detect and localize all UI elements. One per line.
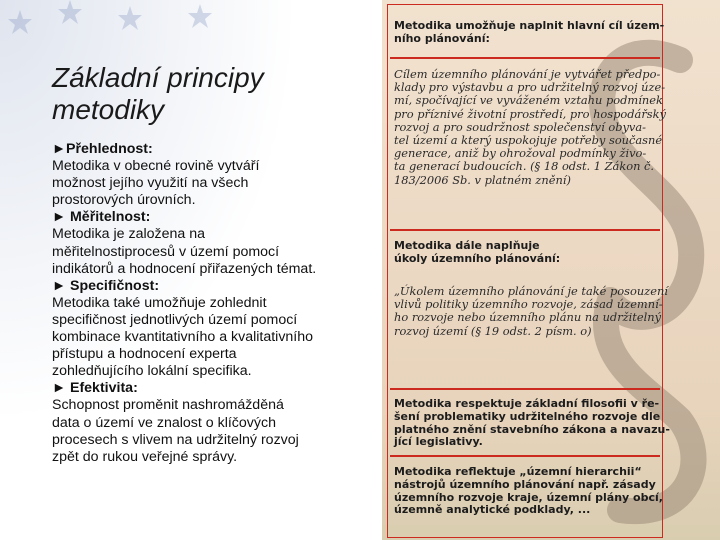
panel-line: úkoly územního plánování:: [394, 251, 561, 265]
panel-divider: [390, 388, 660, 390]
principle-text-line: přístupu a hodnocení experta: [52, 346, 237, 363]
principle-text-line: Metodika je založena na: [52, 226, 206, 243]
panel-line: ního plánování:: [394, 31, 490, 45]
panel-line: „Úkolem územního plánování je také posouzení: [394, 284, 668, 298]
principles-text: [52, 141, 362, 466]
principle-heading: ► Efektivita:: [52, 380, 138, 397]
principle-heading: ► Měřitelnost:: [52, 209, 151, 226]
panel-heading-block: [394, 397, 670, 449]
panel-line: generace, aniž by ohrožoval podmínky živo-: [394, 146, 647, 161]
panel-line: Metodika reflektuje „územní hierarchii“: [394, 465, 642, 478]
panel-quote-block: [394, 68, 664, 187]
panel-heading-block: [394, 20, 664, 46]
panel-heading-block: [394, 466, 664, 517]
panel-line: rozvoj území (§ 19 odst. 2 písm. o): [394, 323, 592, 338]
principle-text-line: kombinace kvantitativního a kvalitativního: [52, 329, 314, 346]
panel-line: šení problematiky udržitelného rozvoje dle: [394, 409, 661, 423]
panel-line: vlivů politiky územního rozvoje, zásad územní-: [394, 297, 663, 312]
panel-line: nástrojů územního plánování např. zásady: [394, 477, 656, 491]
principle-text-line: data o území ve znalost o klíčových: [52, 414, 276, 431]
panel-line: rozvoj a pro soudržnost společenství obyva-: [394, 119, 647, 134]
panel-line: ta generací budoucích. (§ 18 odst. 1 Zákon č.: [394, 159, 655, 174]
slide-title: [52, 62, 352, 126]
panel-line: Metodika umožňuje naplnit hlavní cíl územ-: [394, 19, 665, 32]
panel-line: jící legislativy.: [394, 435, 483, 449]
panel-line: Cílem územního plánování je vytvářet předpo-: [394, 67, 661, 81]
principle-heading: ►Přehlednost:: [52, 141, 153, 157]
panel-line: Metodika dále naplňuje: [394, 239, 540, 252]
principle-text-line: prostorových úrovních.: [52, 192, 196, 209]
panel-divider: [390, 229, 660, 231]
principle-text-line: zpět do rukou veřejné správy.: [52, 448, 238, 465]
methodology-panel: [382, 0, 720, 540]
principle-text-line: Schopnost proměnit nashromážděná: [52, 397, 284, 414]
panel-line: 183/2006 Sb. v platném znění): [394, 172, 571, 187]
principle-text-line: zohledňujícího lokální specifika.: [52, 363, 252, 380]
principle-heading: ► Specifičnost:: [52, 277, 160, 294]
principle-text-line: specifičnost jednotlivých území pomocí: [52, 311, 298, 328]
panel-line: územního rozvoje kraje, územní plány obcí,: [394, 490, 663, 504]
principle-text-line: indikátorů a hodnocení přiřazených témat.: [52, 260, 317, 277]
panel-quote-block: [394, 284, 668, 338]
panel-line: Metodika respektuje základní filosofii v ře-: [394, 397, 660, 410]
panel-line: pro příznivé životní prostředí, pro hospodářský: [394, 106, 666, 121]
panel-line: platného znění stavebního zákona a navazu-: [394, 422, 670, 436]
panel-line: mí, spočívající ve vyváženém vztahu podmínek: [394, 93, 663, 108]
panel-line: územně analytické podklady, ...: [394, 503, 591, 517]
panel-line: ho rozvoje nebo územního plánu na udržitelný: [394, 310, 662, 325]
panel-line: klady pro výstavbu a pro udržitelný rozvoj úze-: [394, 80, 666, 95]
panel-divider: [390, 455, 660, 457]
panel-heading-block: [394, 240, 664, 266]
principle-text-line: Metodika v obecné rovině vytváří: [52, 158, 260, 175]
title-line: metodiky: [52, 94, 165, 125]
panel-divider: [390, 57, 660, 59]
principle-text-line: možnost jejího využití na všech: [52, 175, 249, 192]
principle-text-line: měřitelnostiprocesů v území pomocí: [52, 243, 280, 260]
title-line: Základní principy: [52, 62, 264, 93]
principle-text-line: procesech s vlivem na udržitelný rozvoj: [52, 431, 299, 448]
principle-text-line: Metodika také umožňuje zohlednit: [52, 294, 267, 311]
panel-line: tel území a který uspokojuje potřeby současné: [394, 133, 663, 148]
